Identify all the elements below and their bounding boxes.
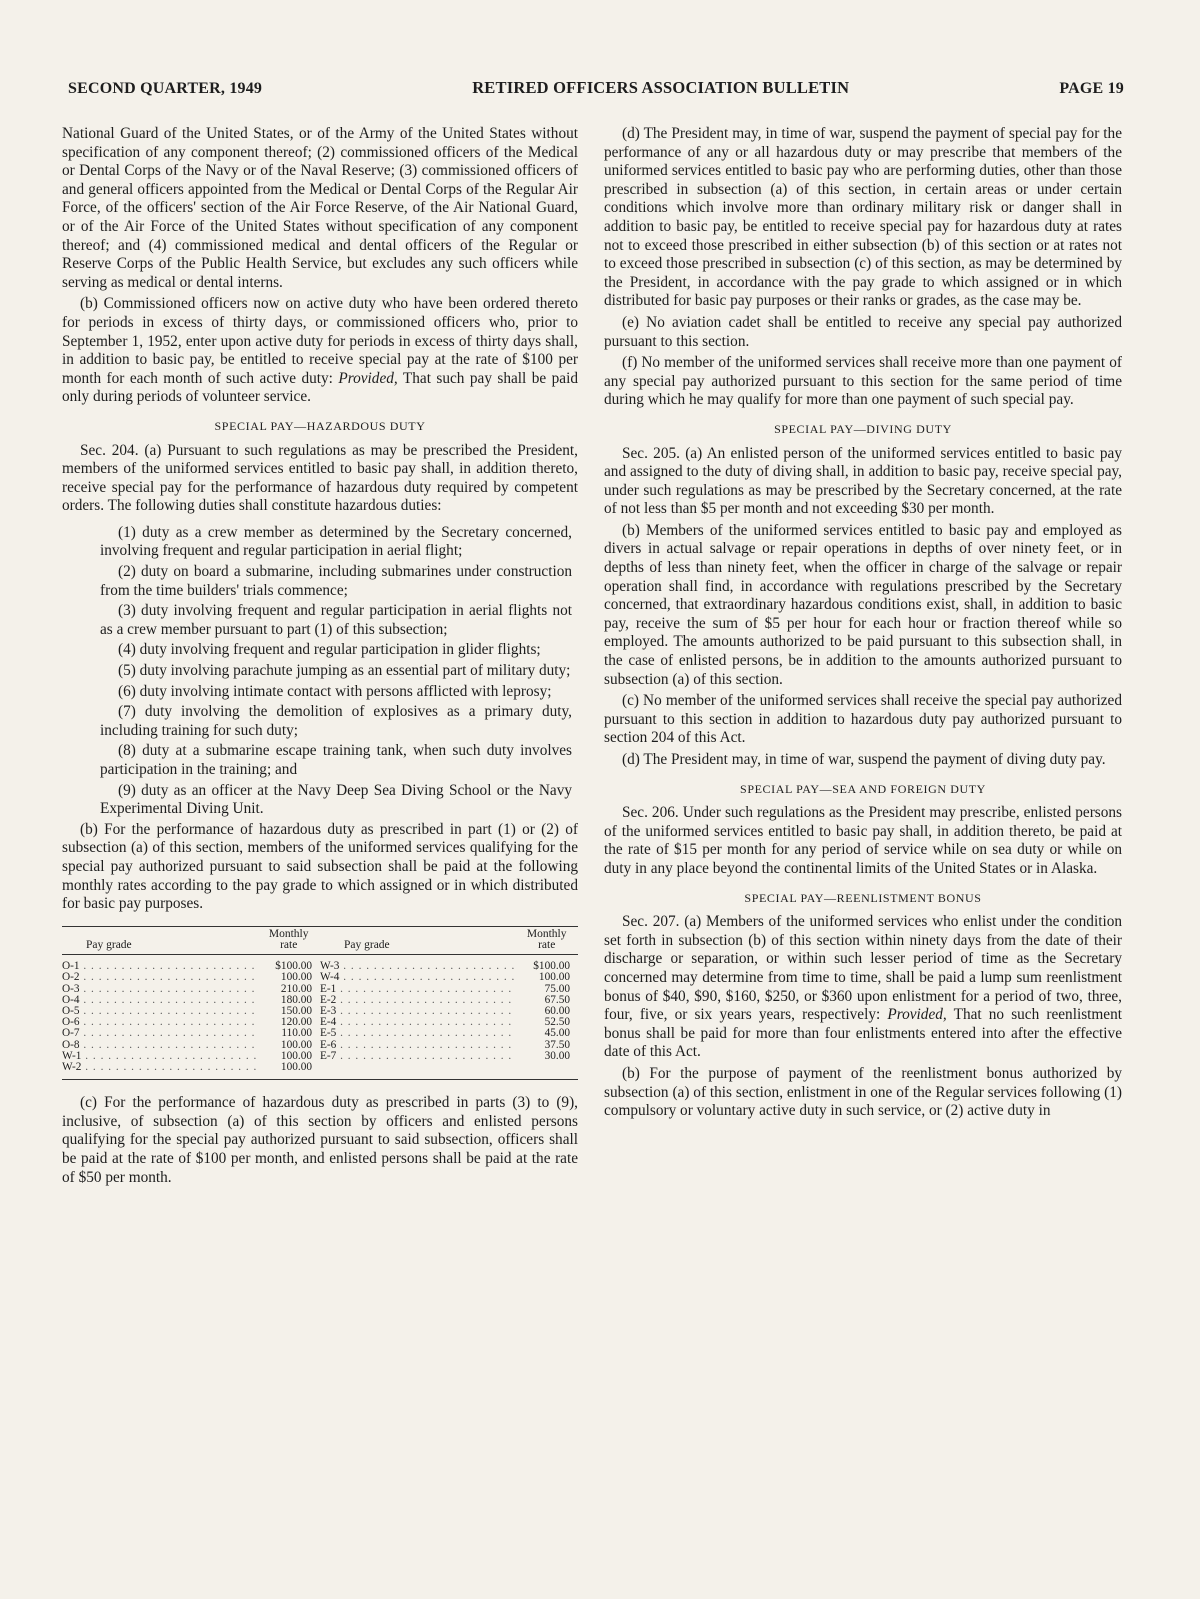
column-header: Pay grade	[320, 926, 515, 954]
paragraph: (c) For the performance of hazardous duty as prescribed in parts (3) to (9), inclusive, of subsection (a) of this section by officers and enlisted persons qualifying for the special pay authorized pursuant to said subsection, officers shall be paid at the rate of $100 per month, and enlisted persons shall be paid at the rate of $50 per month.	[62, 1094, 578, 1186]
list-item: (7) duty involving the demolition of explosives as a primary duty, including training for such duty;	[100, 703, 572, 739]
leader-dots: . . . . . . . . . . . . . . . . . . . . . . .	[336, 1017, 513, 1029]
pay-grade-cell	[62, 1028, 257, 1039]
pay-grade-cell	[320, 1006, 515, 1017]
leader-dots: . . . . . . . . . . . . . . . . . . . . . . .	[336, 1039, 513, 1051]
pay-grade: O-8	[62, 1039, 80, 1051]
column-header-line: rate	[538, 938, 556, 951]
section-heading: SPECIAL PAY—REENLISTMENT BONUS	[744, 890, 982, 905]
paragraph: (b) For the purpose of payment of the reenlistment bonus authorized by subsection (a) of this section, enlistment in one of the Regular services following (1) compulsory or voluntary active duty in such service, or (2) active duty in	[604, 1064, 1122, 1120]
paragraph: (b) Members of the uniformed services entitled to basic pay and employed as divers in actual salvage or repair operations in depths of over ninety feet, or in depths of less than ninety feet, when the officer in charge of the salvage or repair operation shall find, in accordance with regulations prescribed by the Secretary concerned, that extraordinary hazardous conditions exist, shall, in addition to basic pay, receive the sum of $5 per hour for each hour or fraction thereof while so employed. The amounts authorized to be paid pursuant to this subsection shall, in the case of enlisted persons, be in addition to the amounts authorized pursuant to subsection (a) of this section.	[604, 521, 1122, 688]
table-row	[62, 1051, 578, 1062]
pay-grade: E-3	[320, 1005, 337, 1017]
table-row	[62, 1017, 578, 1028]
list-item: (4) duty involving frequent and regular participation in glider flights;	[118, 641, 541, 659]
pay-grade-cell	[320, 1040, 515, 1051]
table-row	[62, 1028, 578, 1039]
monthly-rate-cell: 100.00	[280, 1049, 312, 1062]
pay-grade: W-3	[320, 960, 340, 973]
header-issue: SECOND QUARTER, 1949	[68, 80, 263, 97]
paragraph: (f) No member of the uniformed services shall receive more than one payment of any special pay authorized pursuant to this section for the same period of time during which he may qualify for more than one payment of such special pay.	[604, 354, 1122, 409]
paragraph: Sec. 205. (a) An enlisted person of the uniformed services entitled to basic pay and assigned to the duty of diving shall, in addition to basic pay, receive special pay, under such regulations as may be prescribed by the Secretary concerned, at the rate of not less than $5 per month and not exceeding $30 per month.	[604, 444, 1122, 518]
pay-grade: E-4	[320, 1017, 337, 1029]
monthly-rate-cell: 37.50	[544, 1038, 570, 1051]
pay-grade: O-5	[62, 1005, 80, 1017]
monthly-rate-cell: 210.00	[280, 982, 312, 995]
paragraph-text: Sec. 207. (a) Members of the uniformed services who enlist under the condition set forth in subsection (b) of this section within ninety days from the date of their discharge or separation, or within such lesser period of time as the Secretary concerned may determine from time to time, shall be paid a lump sum reenlistment bonus of $40, $90, $160, $250, or $360 upon enlistment for a period of two, three, four, five, or six years years, respectively:	[604, 913, 1122, 1024]
paragraph: (d) The President may, in time of war, suspend the payment of diving duty pay.	[622, 751, 1106, 768]
pay-grade-cell	[62, 1051, 257, 1062]
monthly-rate-cell: $100.00	[275, 960, 312, 973]
pay-grade: O-2	[62, 972, 80, 984]
header-publication-title: RETIRED OFFICERS ASSOCIATION BULLETIN	[472, 78, 850, 97]
pay-grade: E-2	[320, 994, 337, 1006]
list-item: (2) duty on board a submarine, including submarines under construction from the time builders' trials commence;	[100, 563, 572, 599]
emphasis: Provided,	[338, 369, 398, 387]
pay-grade-cell	[62, 1062, 257, 1073]
monthly-rate-cell: 100.00	[538, 971, 570, 984]
monthly-rate-cell: 180.00	[280, 993, 312, 1006]
pay-grade: W-1	[62, 1050, 82, 1062]
monthly-rate-cell: 30.00	[544, 1049, 570, 1062]
paragraph-text: That no such reenlistment bonus shall be paid for more than four enlistments entered into after the effective date of this Act.	[604, 1006, 1122, 1061]
paragraph	[62, 295, 578, 407]
pay-grade: O-6	[62, 1017, 80, 1029]
pay-grade-cell	[320, 1051, 515, 1062]
leader-dots: . . . . . . . . . . . . . . . . . . . . . . .	[339, 972, 516, 984]
pay-grade: O-7	[62, 1028, 80, 1040]
section-heading: SPECIAL PAY—SEA AND FOREIGN DUTY	[740, 781, 986, 796]
table-row	[62, 995, 578, 1006]
pay-grade-cell	[62, 1040, 257, 1051]
monthly-rate-cell: 100.00	[280, 971, 312, 984]
monthly-rate-cell: 52.50	[544, 1016, 570, 1029]
paragraph: Sec. 204. (a) Pursuant to such regulations as may be prescribed the President, members of the uniformed services entitled to basic pay shall, in addition thereto, receive special pay for the performance of hazardous duty required by competent orders. The following duties shall constitute hazardous duties:	[62, 441, 578, 515]
paragraph: (c) No member of the uniformed services shall receive the special pay authorized pursuant to this section in addition to hazardous duty pay authorized pursuant to section 204 of this Act.	[604, 692, 1122, 747]
duty-list	[62, 524, 578, 819]
pay-grade-cell	[62, 1017, 257, 1028]
pay-grade-cell	[320, 984, 515, 995]
pay-grade: W-2	[62, 1061, 82, 1073]
list-item: (6) duty involving intimate contact with persons afflicted with leprosy;	[118, 682, 552, 700]
paragraph	[604, 913, 1122, 1062]
column-header	[257, 926, 320, 954]
leader-dots: . . . . . . . . . . . . . . . . . . . . . . .	[79, 960, 256, 973]
leader-dots: . . . . . . . . . . . . . . . . . . . . . . .	[336, 1028, 513, 1040]
monthly-rate-cell: 100.00	[280, 1060, 312, 1073]
monthly-rate-cell: 110.00	[281, 1027, 312, 1040]
list-item: (1) duty as a crew member as determined by the Secretary concerned, involving frequent and regular participation in aerial flight;	[100, 523, 572, 560]
monthly-rate-cell: $100.00	[533, 960, 570, 973]
table-header-row	[62, 926, 578, 954]
leader-dots: . . . . . . . . . . . . . . . . . . . . . . .	[79, 1017, 256, 1029]
right-column	[604, 125, 1122, 1124]
pay-grade-cell	[62, 984, 257, 995]
emphasis: Provided,	[887, 1006, 947, 1024]
list-item: (8) duty at a submarine escape training tank, when such duty involves participation in the training; and	[100, 742, 572, 778]
column-header-line: Monthly	[268, 927, 309, 940]
table-row	[62, 955, 578, 973]
leader-dots: . . . . . . . . . . . . . . . . . . . . . . .	[81, 1061, 258, 1073]
leader-dots: . . . . . . . . . . . . . . . . . . . . . . .	[336, 994, 513, 1006]
leader-dots: . . . . . . . . . . . . . . . . . . . . . . .	[336, 1050, 513, 1062]
column-header	[515, 926, 578, 954]
pay-grade-cell	[320, 1017, 515, 1028]
list-item: (5) duty involving parachute jumping as an essential part of military duty;	[118, 662, 571, 680]
header-page-number: PAGE 19	[1059, 80, 1124, 97]
pay-grade-cell	[62, 995, 257, 1006]
monthly-rate-cell: 150.00	[280, 1004, 312, 1017]
leader-dots: . . . . . . . . . . . . . . . . . . . . . . .	[81, 1050, 258, 1062]
paragraph: (d) The President may, in time of war, suspend the payment of special pay for the performance of any or all hazardous duty or may prescribe that members of the uniformed services entitled to basic pay who are performing duties, other than those prescribed in subsection (a) of this section, in certain areas or under certain conditions which involve more than ordinary military risk or danger shall in addition to basic pay, be entitled to receive special pay for hazardous duty at rates not to exceed those prescribed in either subsection (b) of this section or at rates not to exceed those prescribed in subsection (c) of this section, as may be determined by the President, in accordance with the pay grade to which assigned or in which distributed for basic pay purposes or their ranks or grades, as the case may be.	[604, 125, 1122, 310]
pay-grade: E-6	[320, 1039, 337, 1051]
pay-grade: E-5	[320, 1028, 337, 1040]
table-row	[62, 972, 578, 983]
paragraph-text: That such pay shall be paid only during periods of volunteer service.	[62, 369, 578, 406]
paragraph: Sec. 206. Under such regulations as the President may prescribe, enlisted persons of the uniformed services entitled to basic pay shall, in addition thereto, be paid at the rate of $15 per month for any period of service while on sea duty or while on duty in any place beyond the continental limits of the United States or in Alaska.	[604, 804, 1122, 877]
pay-table-body	[62, 955, 578, 1074]
pay-grade-cell	[320, 1062, 515, 1073]
table-row	[62, 984, 578, 995]
leader-dots: . . . . . . . . . . . . . . . . . . . . . . .	[79, 972, 256, 984]
leader-dots: . . . . . . . . . . . . . . . . . . . . . . .	[79, 1028, 256, 1040]
column-header-line: Monthly	[526, 927, 567, 940]
pay-grade: E-1	[320, 983, 337, 995]
pay-grade-cell	[62, 955, 257, 973]
pay-grade-cell	[320, 955, 515, 973]
column-header: Pay grade	[62, 926, 257, 954]
monthly-rate-cell: 45.00	[544, 1027, 570, 1040]
pay-grade-cell	[62, 972, 257, 983]
list-item: (3) duty involving frequent and regular participation in aerial flights not as a crew member pursuant to part (1) of this subsection;	[100, 602, 572, 638]
leader-dots: . . . . . . . . . . . . . . . . . . . . . . .	[79, 983, 256, 995]
monthly-rate-cell: 67.50	[544, 993, 570, 1006]
monthly-rate-cell: 100.00	[280, 1038, 312, 1051]
pay-grade: O-4	[62, 994, 80, 1006]
section-heading: SPECIAL PAY—DIVING DUTY	[774, 421, 952, 436]
column-header-line: rate	[280, 938, 298, 951]
pay-grade: O-3	[62, 983, 80, 995]
section-heading: SPECIAL PAY—HAZARDOUS DUTY	[214, 418, 426, 433]
pay-grade: W-4	[320, 972, 340, 984]
left-column	[62, 125, 578, 1190]
pay-rate-table	[62, 926, 578, 1080]
table-row	[62, 1062, 578, 1073]
running-header	[68, 78, 1124, 98]
leader-dots: . . . . . . . . . . . . . . . . . . . . . . .	[79, 1039, 256, 1051]
pay-grade: E-7	[320, 1050, 337, 1062]
paragraph-text: (b) Commissioned officers now on active duty who have been ordered thereto for periods in excess of thirty days, or commissioned officers who, prior to September 1, 1952, enter upon active duty for periods in excess of thirty days shall, in addition to basic pay, be entitled to receive special pay at the rate of $100 per month for each month of such active duty:	[62, 295, 578, 387]
leader-dots: . . . . . . . . . . . . . . . . . . . . . . .	[79, 1005, 256, 1017]
leader-dots: . . . . . . . . . . . . . . . . . . . . . . .	[336, 983, 513, 995]
pay-grade-cell	[320, 972, 515, 983]
table-row	[62, 1040, 578, 1051]
table-rule	[62, 1073, 578, 1080]
leader-dots: . . . . . . . . . . . . . . . . . . . . . . .	[79, 994, 256, 1006]
table-row	[62, 1006, 578, 1017]
monthly-rate-cell: 60.00	[544, 1004, 570, 1017]
monthly-rate-cell: 120.00	[280, 1016, 312, 1029]
pay-grade-cell	[320, 995, 515, 1006]
pay-grade-cell	[62, 1006, 257, 1017]
paragraph: (e) No aviation cadet shall be entitled to receive any special pay authorized pursuant to this section.	[604, 313, 1122, 350]
pay-grade: O-1	[62, 960, 80, 973]
paragraph: National Guard of the United States, or of the Army of the United States without specification of any component thereof; (2) commissioned officers of the Medical or Dental Corps of the Navy or of the Naval Reserve; (3) commissioned officers of and general officers appointed from the Medical or Dental Corps of the Regular Air Force, of the officers' section of the Air Force Reserve, of the Air National Guard, or of the Air Force of the United States without specification of any component thereof; and (4) commissioned medical and dental officers of the Regular or Reserve Corps of the Public Health Service, but excludes any such officers while serving as medical or dental interns.	[62, 125, 578, 291]
leader-dots: . . . . . . . . . . . . . . . . . . . . . . .	[339, 960, 516, 973]
list-item: (9) duty as an officer at the Navy Deep Sea Diving School or the Navy Experimental Diving Unit.	[100, 781, 572, 818]
paragraph: (b) For the performance of hazardous duty as prescribed in part (1) or (2) of subsection (a) of this section, members of the uniformed services qualifying for the special pay authorized pursuant to said subsection shall be paid at the following monthly rates according to the pay grade to which assigned or in which distributed for basic pay purposes.	[62, 820, 578, 913]
pay-grade-cell	[320, 1028, 515, 1039]
leader-dots: . . . . . . . . . . . . . . . . . . . . . . .	[336, 1005, 513, 1017]
monthly-rate-cell: 75.00	[544, 982, 570, 995]
monthly-rate-cell	[515, 1062, 578, 1073]
